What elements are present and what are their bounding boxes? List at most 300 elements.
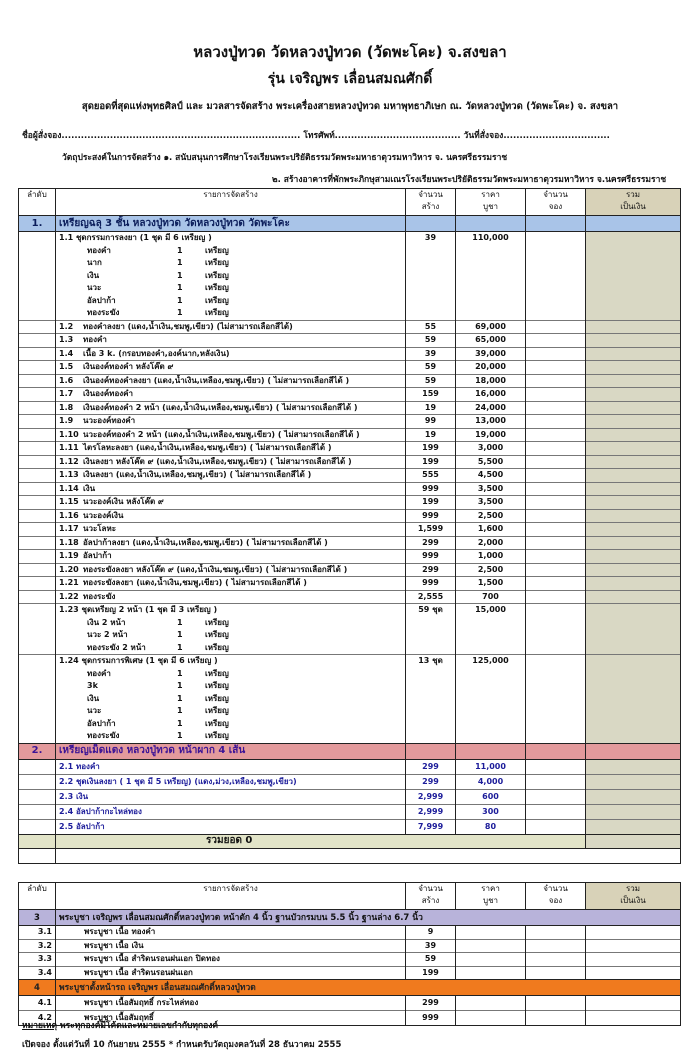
total [586,482,681,496]
order-input[interactable] [526,939,586,953]
item [56,320,406,334]
table-row [19,388,681,402]
qty: 999 [406,509,456,523]
set-line-metal: ทองระฆัง [87,731,120,741]
total [586,590,681,604]
col-order-label: จำนวน [543,884,568,893]
set-line-count: 1 [177,283,183,293]
order-input[interactable] [526,334,586,348]
item [56,536,406,550]
seq [19,361,56,375]
section-3-header [19,910,681,926]
order-input[interactable] [526,415,586,429]
set-line [19,295,681,308]
seq [19,819,56,834]
col-order [526,883,586,910]
order-input[interactable] [526,388,586,402]
item [56,523,406,537]
set-line-unit: เหรียญ [205,668,229,678]
cell [456,216,526,232]
purpose-1: วัตถุประสงค์ในการจัดสร้าง ๑. สนับสนุนการศึกษาโรงเรียนพระปริยัติธรรมวัดพระมหาธาตุวรมหาวิหาร จ. นครศรีธรรมราช [62,153,508,163]
order-input[interactable] [526,482,586,496]
price: 69,000 [456,320,526,334]
set-line-unit: เหรียญ [205,258,229,268]
qty [406,257,456,270]
set-line-count: 1 [177,630,183,640]
set-line [19,730,681,743]
qty [406,705,456,718]
table-row [19,509,681,523]
seq [19,295,56,308]
set-line-unit: เหรียญ [205,706,229,716]
seq [19,550,56,564]
order-input[interactable] [526,442,586,456]
item-label: อัลปาก้า [83,551,112,561]
item [56,668,406,681]
qty [406,245,456,258]
table-row [19,939,681,953]
col-qty [406,189,456,216]
seq [19,245,56,258]
order-input[interactable] [526,804,586,819]
item [56,295,406,308]
order-input[interactable] [526,577,586,591]
item-label: ทองคำลงยา (แดง,น้ำเงิน,ชมพู,เขียว) (ไม่สามารถเลือกสีได้) [83,321,293,331]
price: 80 [456,819,526,834]
seq [19,629,56,642]
qty: 159 [406,388,456,402]
set-line [19,307,681,320]
cell [456,848,526,863]
item-label: เงินองค์ทองคำ 2 หน้า (แดง,น้ำเงิน,เหลือง,ชมพู,เขียว) ( ไม่สามารถเลือกสีได้ ) [83,402,358,412]
qty [406,642,456,655]
qty: 2,999 [406,804,456,819]
total [586,655,681,668]
section-number: 2. [19,743,56,759]
set-line-count: 1 [177,245,183,255]
price: 3,500 [456,482,526,496]
order-input[interactable] [526,563,586,577]
price [456,730,526,743]
order-input[interactable] [526,455,586,469]
price [456,939,526,953]
set-line-metal: นวะ [87,706,102,716]
item-number: 1.10 [59,429,79,439]
order-input[interactable] [526,347,586,361]
order-input[interactable] [526,642,586,655]
section-number: 4 [19,980,56,996]
section-4-header [19,980,681,996]
item: พระบูชา เนื้อ เงิน [56,939,406,953]
item [56,482,406,496]
order-input[interactable] [526,428,586,442]
table-row [19,482,681,496]
set-line-count: 1 [177,642,183,652]
seq [19,334,56,348]
total [586,705,681,718]
item [56,415,406,429]
price: 15,000 [456,604,526,617]
seq [19,705,56,718]
price: 600 [456,789,526,804]
item [56,374,406,388]
seq [19,718,56,731]
total [586,347,681,361]
col-price-label: ราคา [481,884,500,893]
set-line-unit: เหรียญ [205,693,229,703]
set-line-unit: เหรียญ [205,617,229,627]
section-title: เหรียญฉลุ 3 ชั้น หลวงปู่ทวด วัดหลวงปู่ทวด วัดพะโคะ [56,216,406,232]
set-line-metal: นวะ 2 หน้า [87,630,128,640]
table-row [19,577,681,591]
item-label: ทองระฆัง [83,591,116,601]
item: 2.5 อัลปาก้า [56,819,406,834]
seq: 3.1 [19,926,56,940]
item: 1.24 ชุดกรรมการพิเศษ (1 ชุด มี 6 เหรียญ ) [56,655,406,668]
order-input[interactable] [526,1011,586,1026]
set-line [19,718,681,731]
set-line [19,245,681,258]
order-input[interactable] [526,759,586,774]
col-qty [406,883,456,910]
cell [526,743,586,759]
grand-total-value [586,834,681,848]
item [56,509,406,523]
price: 700 [456,590,526,604]
item-label: นวะองค์เงิน [83,510,124,520]
order-input[interactable] [526,469,586,483]
price [456,705,526,718]
cell [456,743,526,759]
table-row [19,966,681,980]
seq [19,509,56,523]
seq [19,320,56,334]
item-label: นวะโลหะ [83,524,117,534]
item-number: 1.21 [59,578,79,588]
col-qty-label: จำนวน [418,190,443,199]
qty: 9 [406,926,456,940]
qty: 59 [406,334,456,348]
total [586,320,681,334]
table-row [19,334,681,348]
col-price-label-2: บูชา [483,896,498,905]
order-input[interactable] [526,523,586,537]
seq [19,523,56,537]
col-total [586,189,681,216]
order-input[interactable] [526,270,586,283]
seq [19,282,56,295]
order-input[interactable] [526,789,586,804]
order-input[interactable] [526,996,586,1011]
col-seq-label: ลำดับ [27,884,47,893]
price: 125,000 [456,655,526,668]
col-total-label-2: เป็นเงิน [620,896,646,905]
item-label: เงินองค์ทองคำลงยา (แดง,น้ำเงิน,เหลือง,ชมพู,เขียว) ( ไม่สามารถเลือกสีได้ ) [83,375,350,385]
total [586,996,681,1011]
price: 300 [456,804,526,819]
item: 2.3 เงิน [56,789,406,804]
total [586,604,681,617]
price: 11,000 [456,759,526,774]
sum-row [19,834,681,848]
table-row [19,401,681,415]
set-line-metal: ทองระฆัง 2 หน้า [87,642,146,652]
total [586,718,681,731]
set-line-metal: เงิน 2 หน้า [87,617,126,627]
item [56,693,406,706]
seq [19,469,56,483]
qty [406,730,456,743]
total [586,680,681,693]
total [586,804,681,819]
order-input[interactable] [526,361,586,375]
item [56,617,406,630]
order-input[interactable] [526,926,586,940]
cell [19,848,56,863]
item-label: ทองคำ [83,335,107,345]
document-subtitle: รุ่น เจริญพร เลื่อนสมณศักดิ์ [267,71,433,87]
item-number: 1.14 [59,483,79,493]
col-total [586,883,681,910]
total [586,939,681,953]
table-row [19,415,681,429]
total [586,307,681,320]
seq [19,257,56,270]
table-row [19,374,681,388]
item: พระบูชา เนื้อ ทองคำ [56,926,406,940]
order-input[interactable] [526,774,586,789]
order-input[interactable] [526,307,586,320]
item [56,496,406,510]
item-label: นวะองค์ทองคำ 2 หน้า (แดง,น้ำเงิน,เหลือง,ชมพู,เขียว) ( ไม่สามารถเลือกสีได้ ) [83,429,360,439]
qty [406,295,456,308]
item-label: เงินลงยา หลังโค๊ต ๙ (แดง,น้ำเงิน,เหลือง,ชมพู,เขียว) ( ไม่สามารถเลือกสีได้ ) [83,456,352,466]
seq [19,415,56,429]
price [456,1011,526,1026]
price [456,953,526,967]
table-row [19,428,681,442]
price: 18,000 [456,374,526,388]
table-row [19,536,681,550]
qty: 19 [406,428,456,442]
total [586,774,681,789]
set-line-count: 1 [177,270,183,280]
item [56,469,406,483]
table-row [19,819,681,834]
set-line-metal: 3k [87,681,98,691]
price [456,270,526,283]
seq [19,774,56,789]
order-input[interactable] [526,617,586,630]
item-label: เนื้อ 3 k. (กรอบทองคำ,องค์นาก,หลังเงิน) [83,348,230,358]
order-input[interactable] [526,282,586,295]
seq [19,804,56,819]
footer-dates: เปิดจอง ตั้งแต่วันที่ 10 กันยายน 2555 * กำหนดรับวัตถุมงคลวันที่ 28 ธันวาคม 2555 [22,1040,342,1050]
set-line-count: 1 [177,308,183,318]
item [56,257,406,270]
col-price [456,189,526,216]
cell [406,743,456,759]
item-number: 1.2 [59,321,74,331]
item [56,705,406,718]
order-input[interactable] [526,953,586,967]
price [456,629,526,642]
order-input[interactable] [526,590,586,604]
qty [406,282,456,295]
seq [19,563,56,577]
tagline: สุดยอดที่สุดแห่งพุทธศิลป์ และ มวลสารจัดสร้าง พระเครื่องสายหลวงปู่ทวด มหาพุทธาภิเษก ณ. วัดหลวงปู่ทวด (วัดพะโคะ) จ. สงขลา [81,101,619,112]
price: 16,000 [456,388,526,402]
seq [19,680,56,693]
table-row [19,804,681,819]
col-item-label: รายการจัดสร้าง [203,190,258,199]
total [586,953,681,967]
qty: 1,599 [406,523,456,537]
total [586,388,681,402]
set-line [19,680,681,693]
seq [19,617,56,630]
set-line-unit: เหรียญ [205,270,229,280]
order-input[interactable] [526,295,586,308]
seq [19,307,56,320]
order-input[interactable] [526,819,586,834]
total [586,401,681,415]
order-input[interactable] [526,730,586,743]
col-order-label-2: จอง [548,202,563,211]
section-title: พระบูชา เจริญพร เลื่อนสมณศักดิ์หลวงปู่ทวด หน้าตัก 4 นิ้ว ฐานบัวกรมบน 5.5 นิ้ว ฐานล่าง 6.7 นิ้ว [56,910,681,926]
item [56,401,406,415]
set-row [19,232,681,245]
item [56,307,406,320]
order-input[interactable] [526,401,586,415]
order-table-1 [18,188,681,864]
order-input[interactable] [526,509,586,523]
seq [19,388,56,402]
item [56,642,406,655]
price: 1,000 [456,550,526,564]
col-item [56,883,406,910]
qty: 59 [406,953,456,967]
seq [19,655,56,668]
order-input[interactable] [526,257,586,270]
table-row [19,550,681,564]
item [56,388,406,402]
item-label: ทองระฆังลงยา (แดง,น้ำเงิน,ชมพู,เขียว) ( ไม่สามารถเลือกสีได้ ) [83,578,307,588]
order-input[interactable] [526,655,586,668]
total [586,282,681,295]
order-input[interactable] [526,320,586,334]
item [56,730,406,743]
qty: 7,999 [406,819,456,834]
col-seq [19,189,56,216]
order-table-2 [18,882,681,1026]
item: 1.1 ชุดกรรมการลงยา (1 ชุด มี 6 เหรียญ ) [56,232,406,245]
order-input[interactable] [526,629,586,642]
table-row [19,590,681,604]
total [586,334,681,348]
order-input[interactable] [526,693,586,706]
order-input[interactable] [526,496,586,510]
item [56,347,406,361]
col-item-label: รายการจัดสร้าง [203,884,258,893]
price: 5,500 [456,455,526,469]
item-label: นวะองค์เงิน หลังโค๊ต ๙ [83,497,164,507]
qty: 55 [406,320,456,334]
total [586,730,681,743]
purpose-2: ๒. สร้างอาคารที่พักพระภิกษุสามเณรโรงเรียนพระปริยัติธรรมวัดพระมหาธาตุวรมหาวิหาร จ.นครศรีธรรมราช [272,175,667,185]
table-row [19,759,681,774]
order-input[interactable] [526,966,586,980]
total [586,789,681,804]
seq [19,442,56,456]
order-input[interactable] [526,604,586,617]
total [586,428,681,442]
seq [19,604,56,617]
spacer-row [19,848,681,863]
price [456,617,526,630]
item: พระบูชา เนื้อสัมฤทธิ์ กระไหล่ทอง [56,996,406,1011]
col-qty-label-2: สร้าง [421,202,440,211]
set-line-metal: ทองคำ [87,245,111,255]
item-number: 1.15 [59,497,79,507]
price: 2,000 [456,536,526,550]
price: 2,500 [456,509,526,523]
set-line-metal: นวะ [87,283,102,293]
order-input[interactable] [526,232,586,245]
price [456,257,526,270]
order-input[interactable] [526,245,586,258]
total [586,536,681,550]
seq [19,536,56,550]
order-input[interactable] [526,374,586,388]
order-input[interactable] [526,718,586,731]
total [586,469,681,483]
total [586,577,681,591]
col-price [456,883,526,910]
price: 2,500 [456,563,526,577]
order-input[interactable] [526,680,586,693]
qty: 999 [406,577,456,591]
item: 2.2 ชุดเงินลงยา ( 1 ชุด มี 5 เหรียญ) (แดง,ม่วง,เหลือง,ชมพู,เขียว) [56,774,406,789]
set-line [19,629,681,642]
item-number: 1.11 [59,443,79,453]
item-label: เงินองค์ทองคำ หลังโค๊ต ๙ [83,362,174,372]
cell [19,834,56,848]
set-line-unit: เหรียญ [205,630,229,640]
table-row [19,320,681,334]
cell [406,848,456,863]
order-input[interactable] [526,705,586,718]
item: พระบูชา เนื้อ สำริดนรอนฝนเอก ปิดทอง [56,953,406,967]
item [56,334,406,348]
set-line-unit: เหรียญ [205,681,229,691]
qty: 299 [406,774,456,789]
item-label: อัลปาก้าลงยา (แดง,น้ำเงิน,เหลือง,ชมพู,เขียว) ( ไม่สามารถเลือกสีได้ ) [83,537,328,547]
order-input[interactable] [526,536,586,550]
item [56,442,406,456]
qty: 2,999 [406,789,456,804]
order-input[interactable] [526,668,586,681]
set-line-count: 1 [177,731,183,741]
set-line-count: 1 [177,681,183,691]
item [56,550,406,564]
item-number: 1.8 [59,402,74,412]
price [456,295,526,308]
set-line-count: 1 [177,295,183,305]
order-input[interactable] [526,550,586,564]
price [456,926,526,940]
item [56,718,406,731]
